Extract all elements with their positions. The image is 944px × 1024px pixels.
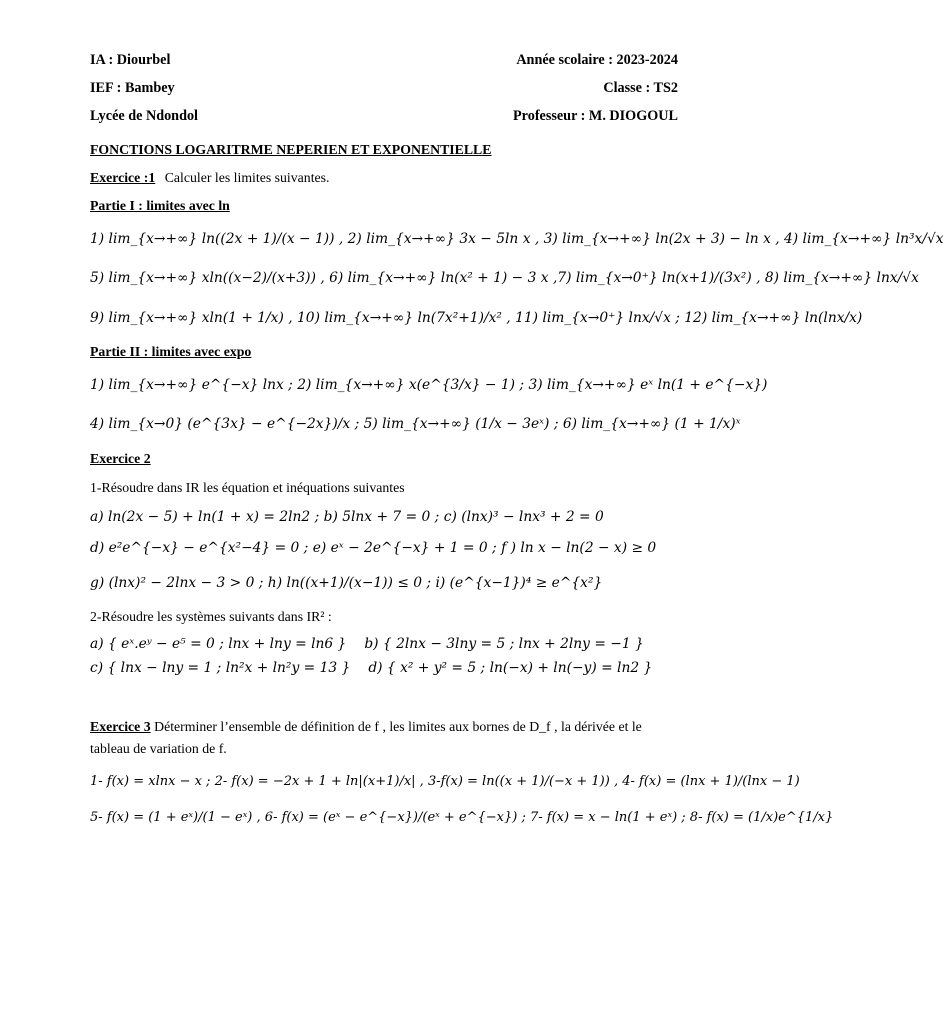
function-6: 6- f(x) = (eˣ − e^{−x})/(eˣ + e^{−x}) — [264, 810, 518, 825]
exercise-1-label: Exercice :1 — [90, 170, 156, 185]
header-row-2 — [90, 80, 678, 108]
header-row-3 — [90, 108, 678, 136]
function-5: 5- f(x) = (1 + eˣ)/(1 − eˣ) — [90, 810, 253, 825]
equation-line-2: d) e²e^{−x} − e^{x²−4} = 0 ; e) eˣ − 2e^{−x} + 1 = 0 ; f ) ln x − ln(2 − x) ≥ 0 — [90, 540, 657, 556]
function-8: 8- f(x) = (1/x)e^{1/x} — [689, 810, 834, 825]
limit-line-2: 5) lim_{x→+∞} xln((x−2)/(x+3)) , 6) lim_{x→+∞} ln(x² + 1) − 3 x ,7) lim_{x→0⁺} ln(x+1)/(3x²) , 8) lim_{x→+∞} lnx/√x — [90, 270, 919, 286]
system-b: b) { 2lnx − 3lny = 5 ; lnx + 2lny = −1 } — [364, 636, 644, 652]
exercise-3-label: Exercice 3 — [90, 719, 151, 734]
exercise-2-label: Exercice 2 — [90, 451, 151, 466]
exercise-2-intro-2: 2-Résoudre les systèmes suivants dans IR² : — [90, 609, 332, 624]
function-line-2: 5- f(x) = (1 + eˣ)/(1 − eˣ) , 6- f(x) = (eˣ − e^{−x})/(eˣ + e^{−x}) ; 7- f(x) = x − ln(1 + eˣ) ; 8- f(x) = (1/x)e^{1/x} — [90, 810, 834, 825]
equation-line-3: g) (lnx)² − 2lnx − 3 > 0 ; h) ln((x+1)/(x−1)) ≤ 0 ; i) (e^{x−1})⁴ ≥ e^{x²} — [90, 575, 603, 591]
exercise-2-intro-1: 1-Résoudre dans IR les équation et inéquations suivantes — [90, 480, 405, 495]
header-row-1 — [90, 52, 678, 80]
limit-line-5: 4) lim_{x→0} (e^{3x} − e^{−2x})/x ; 5) lim_{x→+∞} (1/x − 3eˣ) ; 6) lim_{x→+∞} (1 + 1/x)ˣ — [90, 416, 741, 432]
part-1-title: Partie I : limites avec ln — [90, 198, 230, 213]
function-4: 4- f(x) = (lnx + 1)/(lnx − 1) — [622, 774, 800, 789]
ief-label: IEF : Bambey — [90, 80, 175, 96]
class-label: Classe : TS2 — [603, 80, 678, 96]
function-3: 3-f(x) = ln((x + 1)/(−x + 1)) — [427, 774, 610, 789]
exercise-1-instruction: Calculer les limites suivantes. — [164, 170, 330, 185]
equation-line-1: a) ln(2x − 5) + ln(1 + x) = 2ln2 ; b) 5lnx + 7 = 0 ; c) (lnx)³ − lnx³ + 2 = 0 — [90, 509, 604, 525]
exercise-1-heading — [90, 164, 678, 192]
function-1: 1- f(x) = xlnx − x — [90, 774, 202, 789]
limit-line-4: 1) lim_{x→+∞} e^{−x} lnx ; 2) lim_{x→+∞} x(e^{3/x} − 1) ; 3) lim_{x→+∞} eˣ ln(1 + e^{−x}) — [90, 377, 768, 393]
exercise-3-block — [90, 716, 678, 764]
function-2: 2- f(x) = −2x + 1 + ln|(x+1)/x| — [214, 774, 416, 789]
limit-line-1: 1) lim_{x→+∞} ln((2x + 1)/(x − 1)) , 2) lim_{x→+∞} 3x − 5ln x , 3) lim_{x→+∞} ln(2x + 3) − ln x , 4) lim_{x→+∞} ln³x/√x — [90, 231, 944, 247]
teacher-label: Professeur : M. DIOGOUL — [513, 108, 678, 124]
page-title: FONCTIONS LOGARITRME NEPERIEN ET EXPONENTIELLE — [90, 142, 492, 157]
function-7: 7- f(x) = x − ln(1 + eˣ) — [530, 810, 678, 825]
system-a: a) { eˣ.eʸ − e⁵ = 0 ; lnx + lny = ln6 } — [90, 636, 347, 652]
part-2-title: Partie II : limites avec expo — [90, 344, 252, 359]
systems-block — [90, 632, 678, 712]
school-year-label: Année scolaire : 2023-2024 — [516, 52, 678, 68]
system-c: c) { lnx − lny = 1 ; ln²x + ln²y = 13 } — [90, 660, 351, 676]
ia-label: IA : Diourbel — [90, 52, 171, 68]
exercise-3-text: Déterminer l’ensemble de définition de f , les limites aux bornes de D_f , la dérivée et le tableau de variation de f. — [90, 719, 642, 756]
school-label: Lycée de Ndondol — [90, 108, 198, 124]
limit-line-3: 9) lim_{x→+∞} xln(1 + 1/x) , 10) lim_{x→+∞} ln(7x²+1)/x² , 11) lim_{x→0⁺} lnx/√x ; 12) lim_{x→+∞} ln(lnx/x) — [90, 310, 863, 326]
function-line-1: 1- f(x) = xlnx − x ; 2- f(x) = −2x + 1 + ln|(x+1)/x| , 3-f(x) = ln((x + 1)/(−x + 1)) , 4- f(x) = (lnx + 1)/(lnx − 1) — [90, 774, 800, 789]
system-d: d) { x² + y² = 5 ; ln(−x) + ln(−y) = ln2 } — [368, 660, 653, 676]
worksheet-page — [90, 52, 944, 836]
